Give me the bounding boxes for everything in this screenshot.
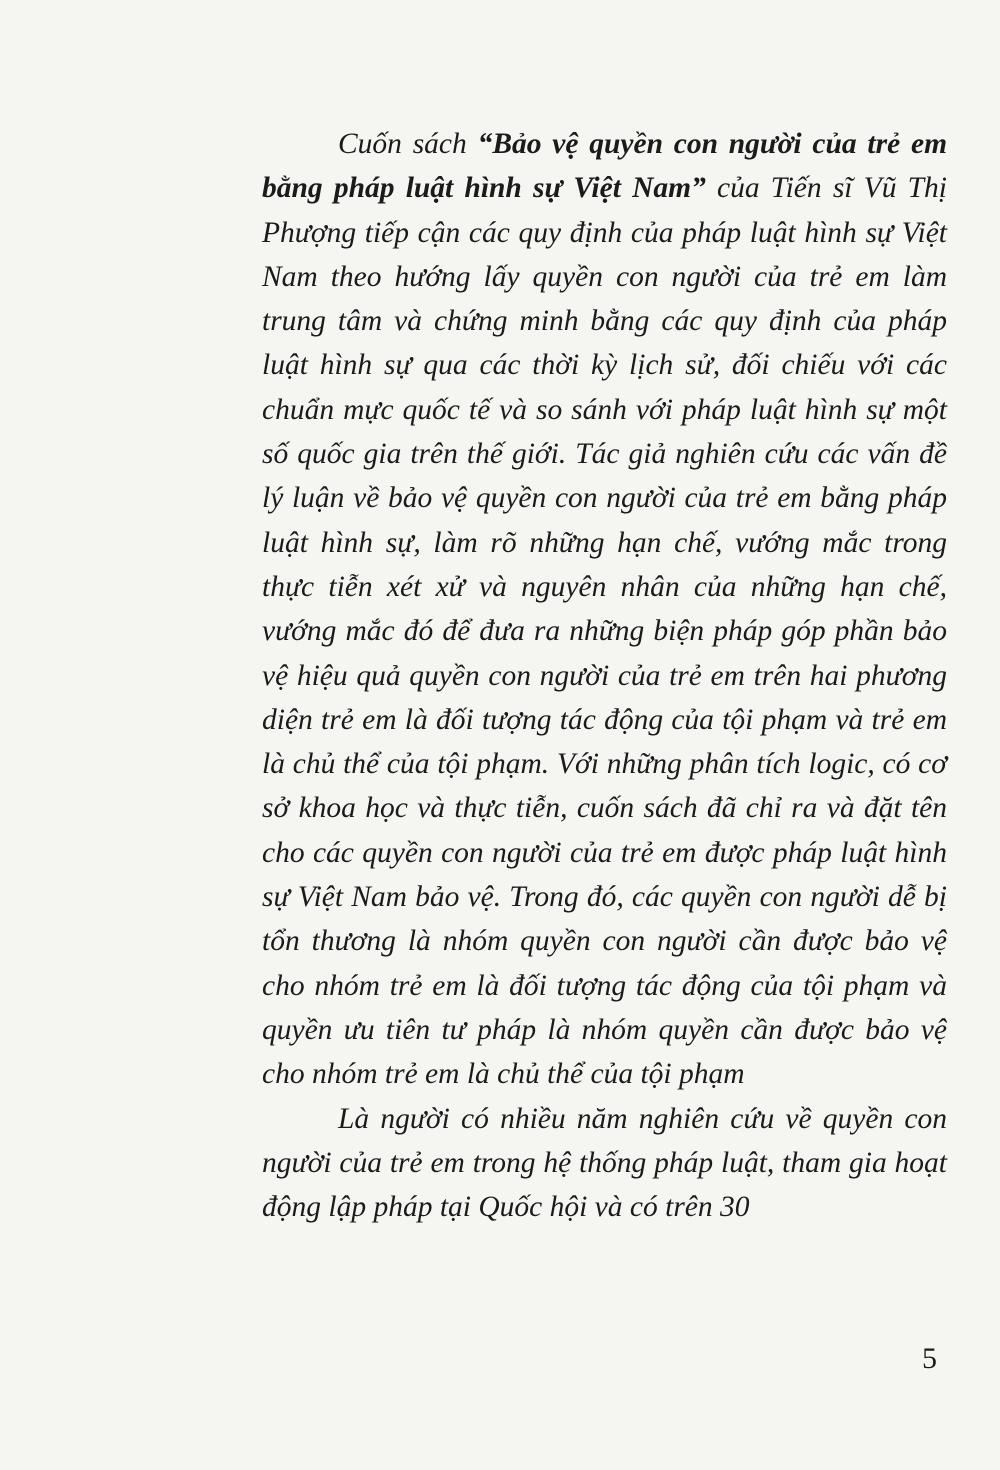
- paragraph-2: Là người có nhiều năm nghiên cứu về quyền con người của trẻ em trong hệ thống pháp luật, tham gia hoạt động lập pháp tại Quốc hội và có trên 30: [262, 1102, 947, 1224]
- paragraph-1-body: của Tiến sĩ Vũ Thị Phượng tiếp cận các quy định của pháp luật hình sự Việt Nam theo hướng lấy quyền con người của trẻ em làm trung tâm và chứng minh bằng các quy định của pháp luật hình sự qua các thời kỳ lịch sử, đối chiếu với các chuẩn mực quốc tế và so sánh với pháp luật hình sự một số quốc gia trên thế giới. Tác giả nghiên cứu các vấn đề lý luận về bảo vệ quyền con người của trẻ em bằng pháp luật hình sự, làm rõ những hạn chế, vướng mắc trong thực tiễn xét xử và nguyên nhân của những hạn chế, vướng mắc đó để đưa ra những biện pháp góp phần bảo vệ hiệu quả quyền con người của trẻ em trên hai phương diện trẻ em là đối tượng tác động của tội phạm và trẻ em là chủ thể của tội phạm. Với những phân tích logic, có cơ sở khoa học và thực tiễn, cuốn sách đã chỉ ra và đặt tên cho các quyền con người của trẻ em được pháp luật hình sự Việt Nam bảo vệ. Trong đó, các quyền con người dễ bị tổn thương là nhóm quyền con người cần được bảo vệ cho nhóm trẻ em là đối tượng tác động của tội phạm và quyền ưu tiên tư pháp là nhóm quyền cần được bảo vệ cho nhóm trẻ em là chủ thể của tội phạm: [262, 172, 947, 1091]
- page-number: 5: [922, 1342, 937, 1375]
- book-title: “Bảo vệ quyền con người của trẻ em bằng pháp luật hình sự Việt Nam”: [262, 128, 948, 205]
- paragraph-1-lead: Cuốn sách: [338, 128, 478, 160]
- paragraph-1: [262, 122, 947, 1097]
- body-text: [262, 122, 947, 1229]
